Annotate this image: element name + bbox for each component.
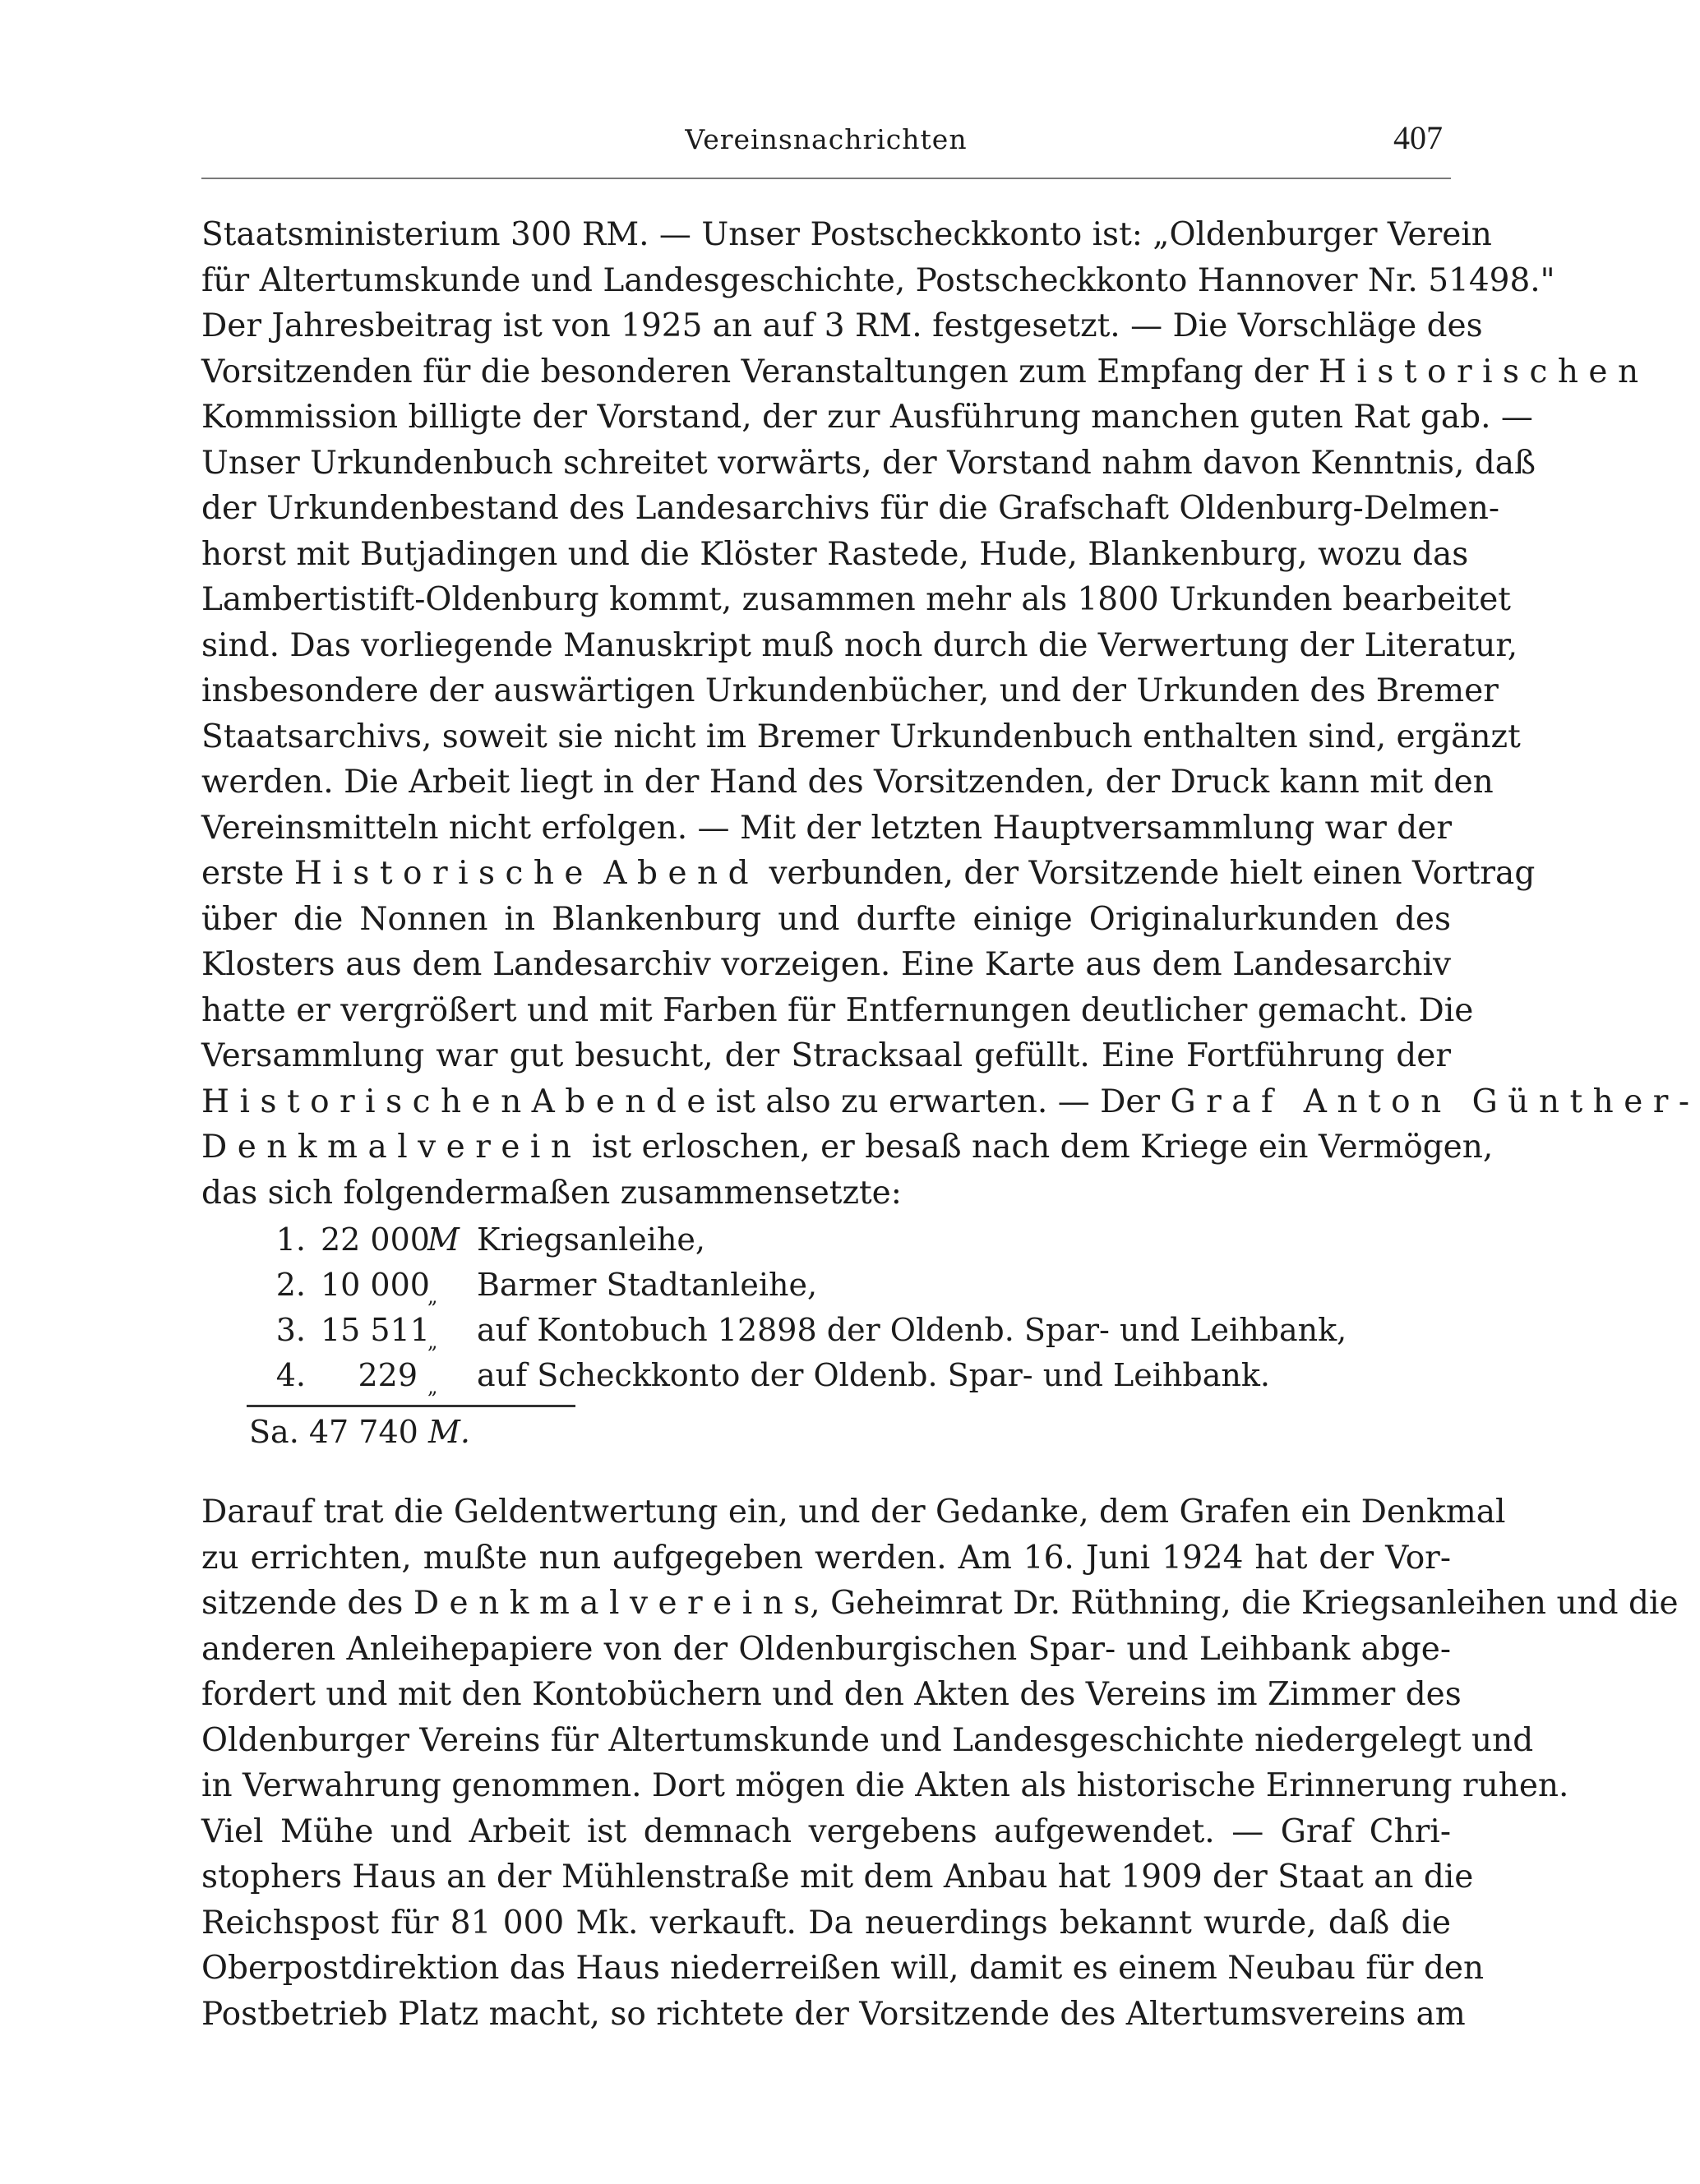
text-line: stophers Haus an der Mühlenstraße mit dem Anbau hat 1909 der Staat an die (201, 1858, 1474, 1895)
item-number: 4. (275, 1357, 306, 1393)
list-item (201, 1308, 1451, 1353)
ditto-mark: „ (427, 1330, 438, 1353)
item-number: 2. (275, 1267, 306, 1303)
text-line: werden. Die Arbeit liegt in der Hand des Vorsitzenden, der Druck kann mit den (201, 764, 1494, 801)
text-line: das sich folgendermaßen zusammensetzte: (201, 1174, 902, 1212)
sum-row (249, 1407, 1451, 1457)
text-line: Vorsitzenden für die besonderen Veranstaltungen zum Empfang der Historischen (201, 353, 1639, 390)
text-line: Oldenburger Vereins für Altertumskunde und Landesgeschichte niedergelegt und (201, 1721, 1534, 1759)
text-line: Staatsarchivs, soweit sie nicht im Bremer Urkundenbuch enthalten sind, ergänzt (201, 718, 1521, 755)
text-line: Versammlung war gut besucht, der Stracksaal gefüllt. Eine Fortführung der (201, 1037, 1451, 1074)
list-item (201, 1353, 1451, 1398)
text-line: Staatsministerium 300 RM. — Unser Postscheckkonto ist: „Oldenburger Verein (201, 216, 1492, 253)
text-line: Lambertistift-Oldenburg kommt, zusammen mehr als 1800 Urkunden bearbeitet (201, 581, 1511, 618)
text-line: Kommission billigte der Vorstand, der zur Ausführung manchen guten Rat gab. — (201, 399, 1533, 436)
text-line: zu errichten, mußte nun aufgegeben werden. Am 16. Juni 1924 hat der Vor- (201, 1539, 1451, 1577)
running-header (201, 115, 1451, 178)
spaced-emphasis: Abend (603, 855, 760, 892)
item-amount: 22 000 (321, 1221, 430, 1258)
spaced-emphasis: Abend (531, 1083, 687, 1120)
text-line: fordert und mit den Kontobüchern und den Akten des Vereins im Zimmer des (201, 1676, 1462, 1713)
sum-unit: M. (427, 1414, 470, 1450)
text-line: für Altertumskunde und Landesgeschichte, Postscheckkonto Hannover Nr. 51498." (201, 261, 1555, 299)
text-line: erste Historische Abend verbunden, der Vorsitzende hielt einen Vortrag (201, 855, 1536, 892)
text-line: insbesondere der auswärtigen Urkundenbücher, und der Urkunden des Bremer (201, 672, 1499, 709)
item-description: auf Kontobuch 12898 der Oldenb. Spar- und Leihbank, (477, 1312, 1347, 1348)
page-number: 407 (1393, 119, 1443, 156)
text-line: Oberpostdirektion das Haus niederreißen will, damit es einem Neubau für den (201, 1950, 1485, 1987)
text-line: anderen Anleihepapiere von der Oldenburgischen Spar- und Leihbank abge- (201, 1630, 1451, 1668)
item-description: auf Scheckkonto der Oldenb. Spar- und Leihbank. (477, 1357, 1270, 1393)
header-rule (201, 178, 1451, 179)
text-line: Historischen Abende ist also zu erwarten. — Der Graf Anton Günther- (201, 1083, 1700, 1120)
list-item (201, 1217, 1451, 1263)
text-line: hatte er vergrößert und mit Farben für Entfernungen deutlicher gemacht. Die (201, 991, 1474, 1029)
document-page (201, 115, 1700, 2037)
text-line: Vereinsmitteln nicht erfolgen. — Mit der letzten Hauptversammlung war der (201, 809, 1452, 847)
list-item (201, 1263, 1451, 1308)
spaced-emphasis: Historische (201, 1083, 501, 1120)
paragraph-2 (201, 1489, 1679, 2037)
running-title: Vereinsnachrichten (685, 123, 968, 155)
item-description: Barmer Stadtanleihe, (477, 1267, 818, 1303)
text-line: Unser Urkundenbuch schreitet vorwärts, der Vorstand nahm davon Kenntnis, daß (201, 444, 1536, 482)
text-line: der Urkundenbestand des Landesarchivs für die Grafschaft Oldenburg-Delmen- (201, 490, 1500, 527)
text-line: Postbetrieb Platz macht, so richtete der Vorsitzende des Altertumsvereins am (201, 1995, 1466, 2033)
text-line: Reichspost für 81 000 Mk. verkauft. Da neuerdings bekannt wurde, daß die (201, 1904, 1451, 1942)
text-line: in Verwahrung genommen. Dort mögen die Akten als historische Erinnerung ruhen. (201, 1767, 1569, 1804)
item-unit: M (427, 1221, 460, 1258)
sum-amount: 47 740 (308, 1414, 418, 1450)
spaced-emphasis: Historische (293, 855, 594, 892)
item-amount: 229 (358, 1357, 418, 1393)
item-amount: 10 000 (321, 1267, 430, 1303)
text-line: sind. Das vorliegende Manuskript muß noch durch die Verwertung der Literatur, (201, 626, 1518, 664)
asset-list (201, 1217, 1451, 1457)
paragraph-1 (201, 212, 1700, 1216)
ditto-mark: „ (427, 1375, 438, 1398)
text-line: Darauf trat die Geldentwertung ein, und der Gedanke, dem Grafen ein Denkmal (201, 1494, 1506, 1531)
text-line: Viel Mühe und Arbeit ist demnach vergebens aufgewendet. — Graf Chri- (201, 1812, 1451, 1850)
text-line: Der Jahresbeitrag ist von 1925 an auf 3 RM. festgesetzt. — Die Vorschläge des (201, 307, 1483, 344)
spaced-emphasis: Denkmalverein (201, 1129, 582, 1166)
text-line: über die Nonnen in Blankenburg und durfte einige Originalurkunden des (201, 900, 1451, 938)
ditto-mark: „ (427, 1285, 438, 1308)
text-line: Klosters aus dem Landesarchiv vorzeigen. Eine Karte aus dem Landesarchiv (201, 946, 1451, 983)
item-number: 3. (275, 1312, 306, 1348)
spaced-emphasis: Denkmalverein (413, 1585, 794, 1622)
item-amount: 15 511 (321, 1312, 430, 1348)
spaced-emphasis: Historische (1318, 353, 1618, 390)
item-number: 1. (275, 1221, 306, 1258)
text-line: horst mit Butjadingen und die Klöster Rastede, Hude, Blankenburg, wozu das (201, 535, 1469, 573)
spaced-emphasis: Graf Anton Günther- (1170, 1083, 1700, 1120)
sum-label: Sa. (249, 1414, 299, 1450)
text-line: Denkmalverein ist erloschen, er besaß nach dem Kriege ein Vermögen, (201, 1129, 1494, 1166)
item-description: Kriegsanleihe, (477, 1221, 705, 1258)
text-line: sitzende des Denkmalvereins, Geheimrat Dr. Rüthning, die Kriegsanleihen und die (201, 1585, 1679, 1622)
